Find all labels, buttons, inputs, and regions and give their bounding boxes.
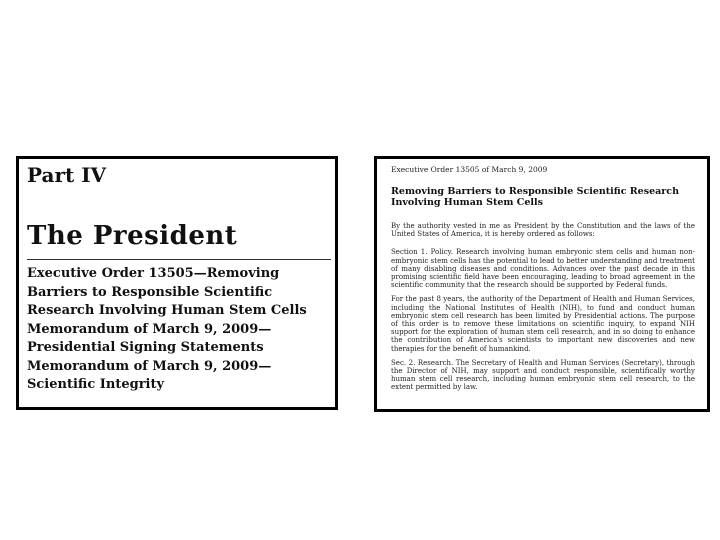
contents-line: Research Involving Human Stem Cells [27, 303, 307, 318]
contents-line: Memorandum of March 9, 2009— [27, 358, 272, 374]
document-body [391, 165, 695, 398]
contents-line: Executive Order 13505—Removing [27, 266, 280, 281]
contents-line: Presidential Signing Statements [27, 340, 264, 355]
paragraph: By the authority vested in me as President by the Constitution and the laws of the United States of America, it is hereby ordered as follows: [391, 222, 695, 239]
paragraph: Sec. 2. Research. The Secretary of Health and Human Services (Secretary), through the Director of NIH, may support and conduct responsible, scientifically worthy human stem cell research, including human embryonic stem cell research, to the extent permitted by law. [391, 358, 695, 392]
part-heading: Part IV [27, 163, 107, 187]
paragraph: For the past 8 years, the authority of the Department of Health and Human Services, including the National Institutes of Health (NIH), to fund and conduct human embryonic stem cell research has been limited by Presidential actions. The purpose of this order is to remove these limitations on scientific inquiry, to expand NIH support for the exploration of human stem cell research, and in so doing to enhance the contribution of America's scientists to important new discoveries and new therapies for the benefit of humankind. [391, 295, 695, 353]
section-title: The President [27, 221, 238, 251]
divider [27, 259, 331, 260]
paragraph: Section 1. Policy. Research involving human embryonic stem cells and human non-embryonic stem cells has the potential to lead to better understanding and treatment of many disabling diseases and conditions. Advances over the past decade in this promising scientific field have been encouraging, leading to broad agreement in the scientific community that the research should be supported by Federal funds. [391, 248, 695, 290]
document-title: Removing Barriers to Responsible Scientific Research Involving Human Stem Cells [391, 186, 679, 208]
document-header: Executive Order 13505 of March 9, 2009 [391, 165, 548, 174]
cover-page-panel [16, 156, 338, 410]
contents-line: Memorandum of March 9, 2009— [27, 321, 272, 337]
contents-list [27, 265, 331, 395]
contents-line: Barriers to Responsible Scientific [27, 284, 273, 300]
contents-line: Scientific Integrity [27, 377, 165, 392]
document-page-panel [374, 156, 710, 412]
